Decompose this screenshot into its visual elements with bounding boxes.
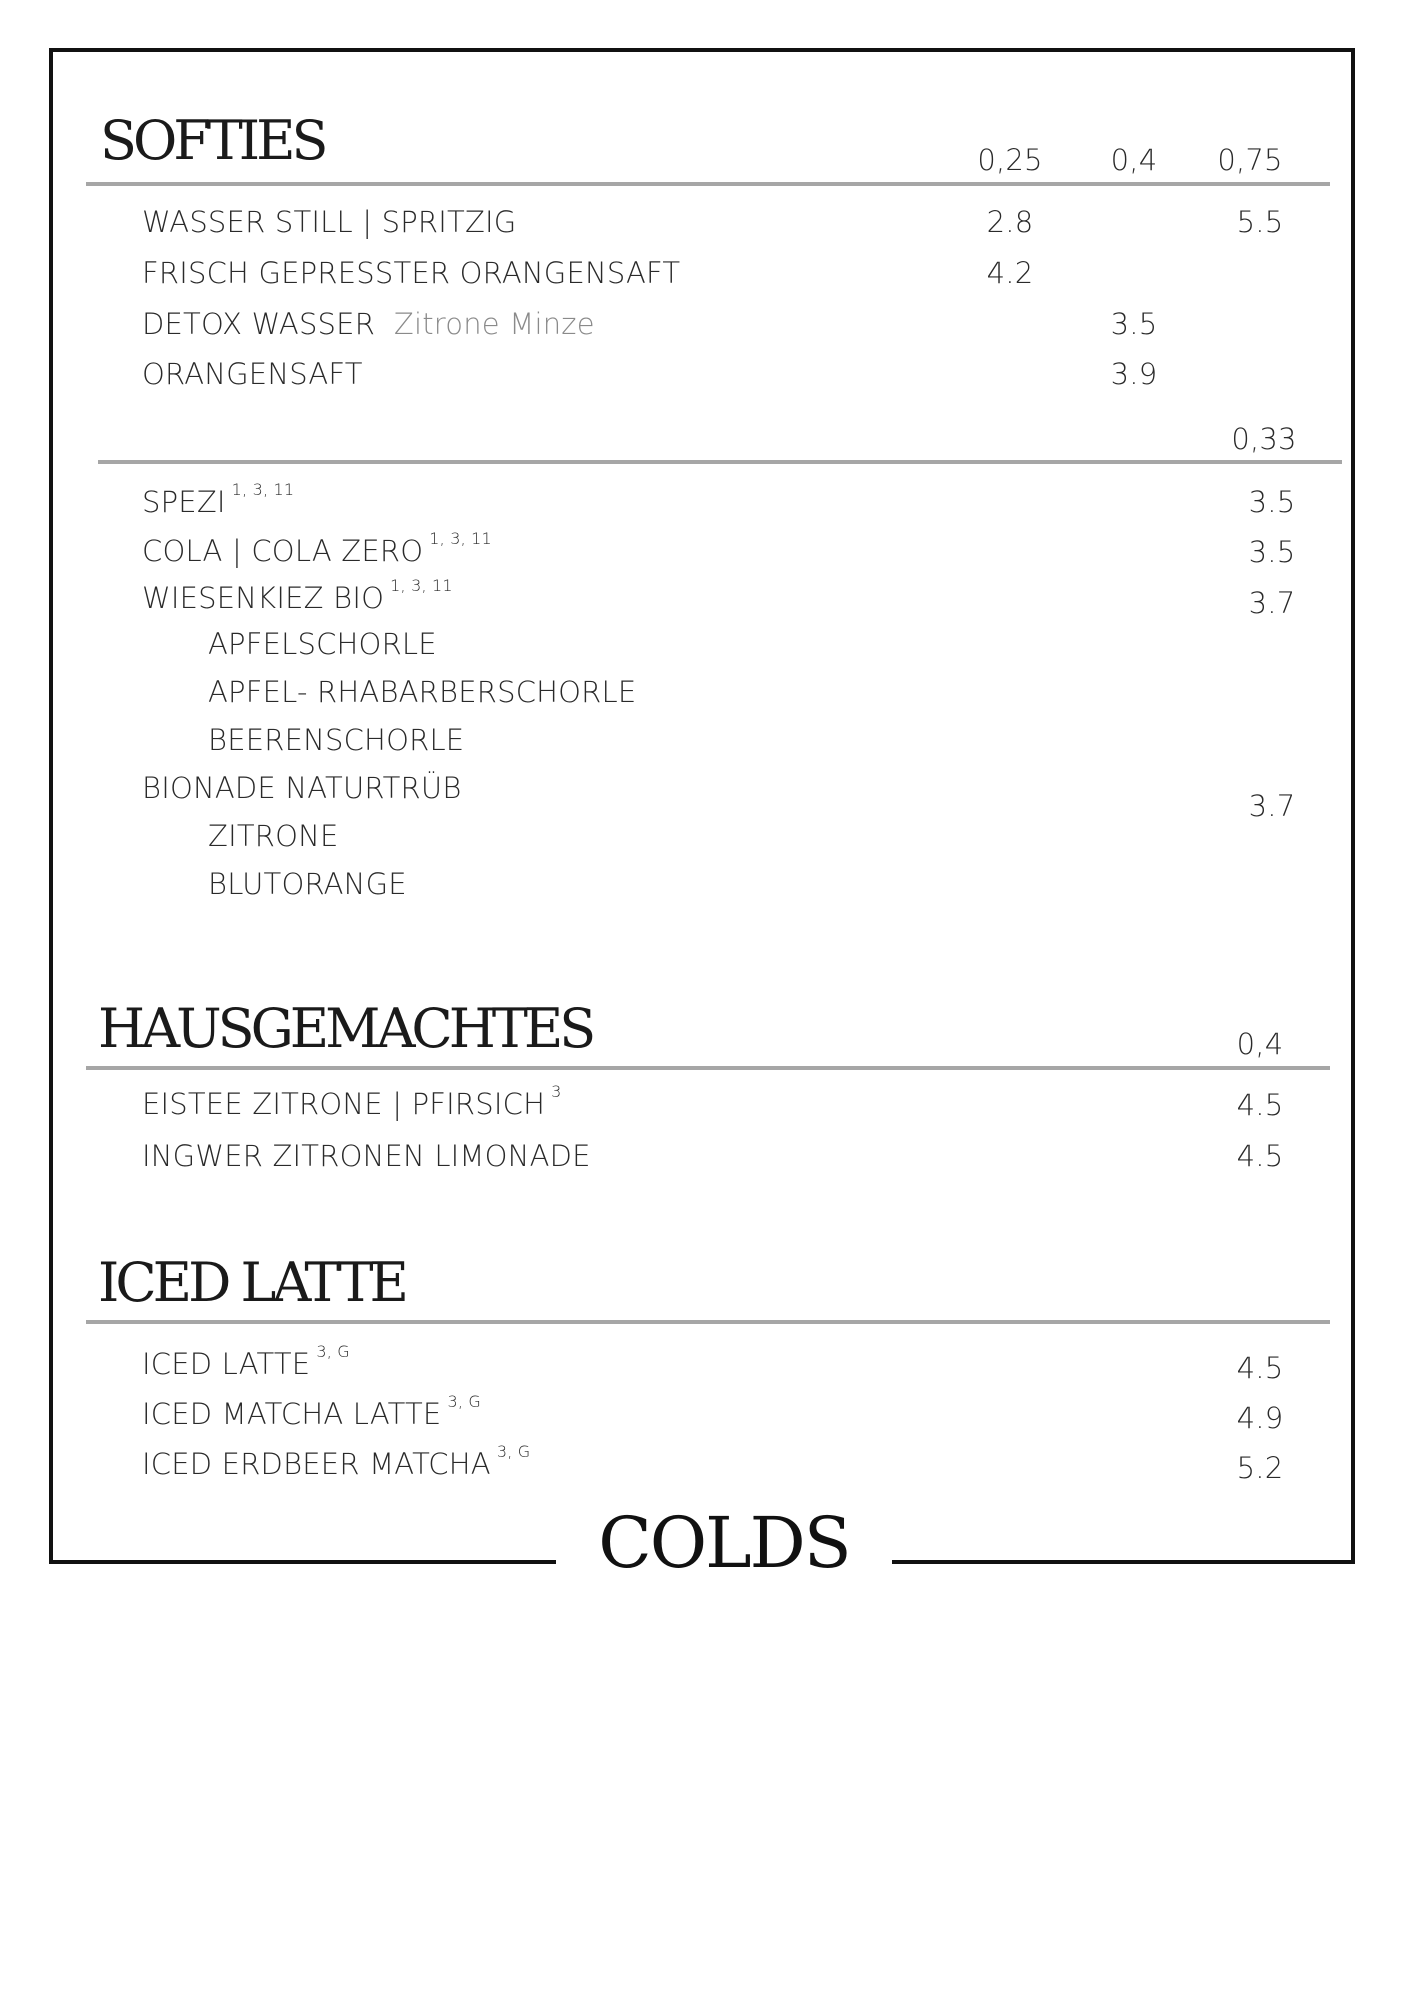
menu-item-name [142, 576, 453, 615]
section-title-hausgemachtes: HAUSGEMACHTES [98, 997, 593, 1060]
allergen-note: 1, 3, 11 [390, 576, 453, 595]
flavor-item: APFEL- RHABARBERSCHORLE [208, 675, 637, 709]
menu-item-label: SPEZI [142, 485, 226, 519]
menu-item-label: ICED ERDBEER MATCHA [142, 1447, 491, 1481]
flavor-item: ZITRONE [208, 819, 339, 853]
menu-item-name [142, 307, 595, 341]
menu-item-name [142, 1442, 531, 1481]
allergen-note: 3 [551, 1082, 562, 1101]
allergen-note: 3, G [496, 1442, 531, 1461]
menu-item-price: 3.7 [1248, 586, 1296, 620]
menu-item-note: Zitrone Minze [393, 307, 595, 341]
menu-item-name [142, 1082, 562, 1121]
menu-item-label: EISTEE ZITRONE | PFIRSICH [142, 1087, 546, 1121]
menu-item-price: 3.5 [1248, 485, 1296, 519]
menu-item-name: WASSER STILL | SPRITZIG [142, 205, 517, 239]
flavor-item: BEERENSCHORLE [208, 723, 465, 757]
size-header-025: 0,25 [977, 143, 1043, 177]
menu-item-price: 3.7 [1248, 789, 1296, 823]
menu-item-name: BIONADE NATURTRÜB [142, 771, 462, 805]
menu-item-price: 4.5 [1236, 1088, 1284, 1122]
menu-item-label: WIESENKIEZ BIO [142, 581, 385, 615]
flavor-item: BLUTORANGE [208, 867, 407, 901]
menu-item-name: ORANGENSAFT [142, 357, 363, 391]
size-header-033: 0,33 [1231, 422, 1297, 456]
menu-item-name [142, 529, 492, 568]
menu-item-label: ICED MATCHA LATTE [142, 1397, 442, 1431]
menu-item-name: FRISCH GEPRESSTER ORANGENSAFT [142, 256, 681, 290]
menu-item-price: 4.5 [1236, 1351, 1284, 1385]
flavor-item: APFELSCHORLE [208, 627, 437, 661]
section-rule [98, 460, 1342, 464]
allergen-note: 1, 3, 11 [231, 480, 295, 499]
menu-item-price: 2.8 [986, 205, 1034, 239]
section-title-softies: SOFTIES [100, 109, 325, 172]
menu-item-price: 3.5 [1248, 535, 1296, 569]
page-title: COLDS [598, 1502, 850, 1584]
size-header-075: 0,75 [1217, 143, 1283, 177]
menu-item-price: 3.9 [1110, 357, 1158, 391]
menu-item-price: 4.9 [1236, 1401, 1284, 1435]
section-rule [86, 1320, 1330, 1324]
menu-item-price: 5.2 [1236, 1451, 1284, 1485]
menu-item-name [142, 1392, 482, 1431]
section-title-iced-latte: ICED LATTE [98, 1251, 405, 1314]
size-header-04: 0,4 [1110, 143, 1158, 177]
section-rule [86, 182, 1330, 186]
allergen-note: 1, 3, 11 [429, 529, 492, 548]
menu-item-label: ICED LATTE [142, 1347, 311, 1381]
section-rule [86, 1066, 1330, 1070]
allergen-note: 3, G [316, 1342, 350, 1361]
menu-item-price: 3.5 [1110, 307, 1158, 341]
menu-item-price: 4.5 [1236, 1139, 1284, 1173]
menu-item-name: INGWER ZITRONEN LIMONADE [142, 1139, 591, 1173]
menu-item-name [142, 480, 295, 519]
menu-item-price: 4.2 [986, 256, 1034, 290]
menu-item-price: 5.5 [1236, 205, 1284, 239]
menu-item-label: COLA | COLA ZERO [142, 534, 424, 568]
size-header-04: 0,4 [1236, 1027, 1284, 1061]
menu-item-name [142, 1342, 350, 1381]
allergen-note: 3, G [447, 1392, 482, 1411]
menu-item-label: DETOX WASSER [142, 307, 376, 341]
